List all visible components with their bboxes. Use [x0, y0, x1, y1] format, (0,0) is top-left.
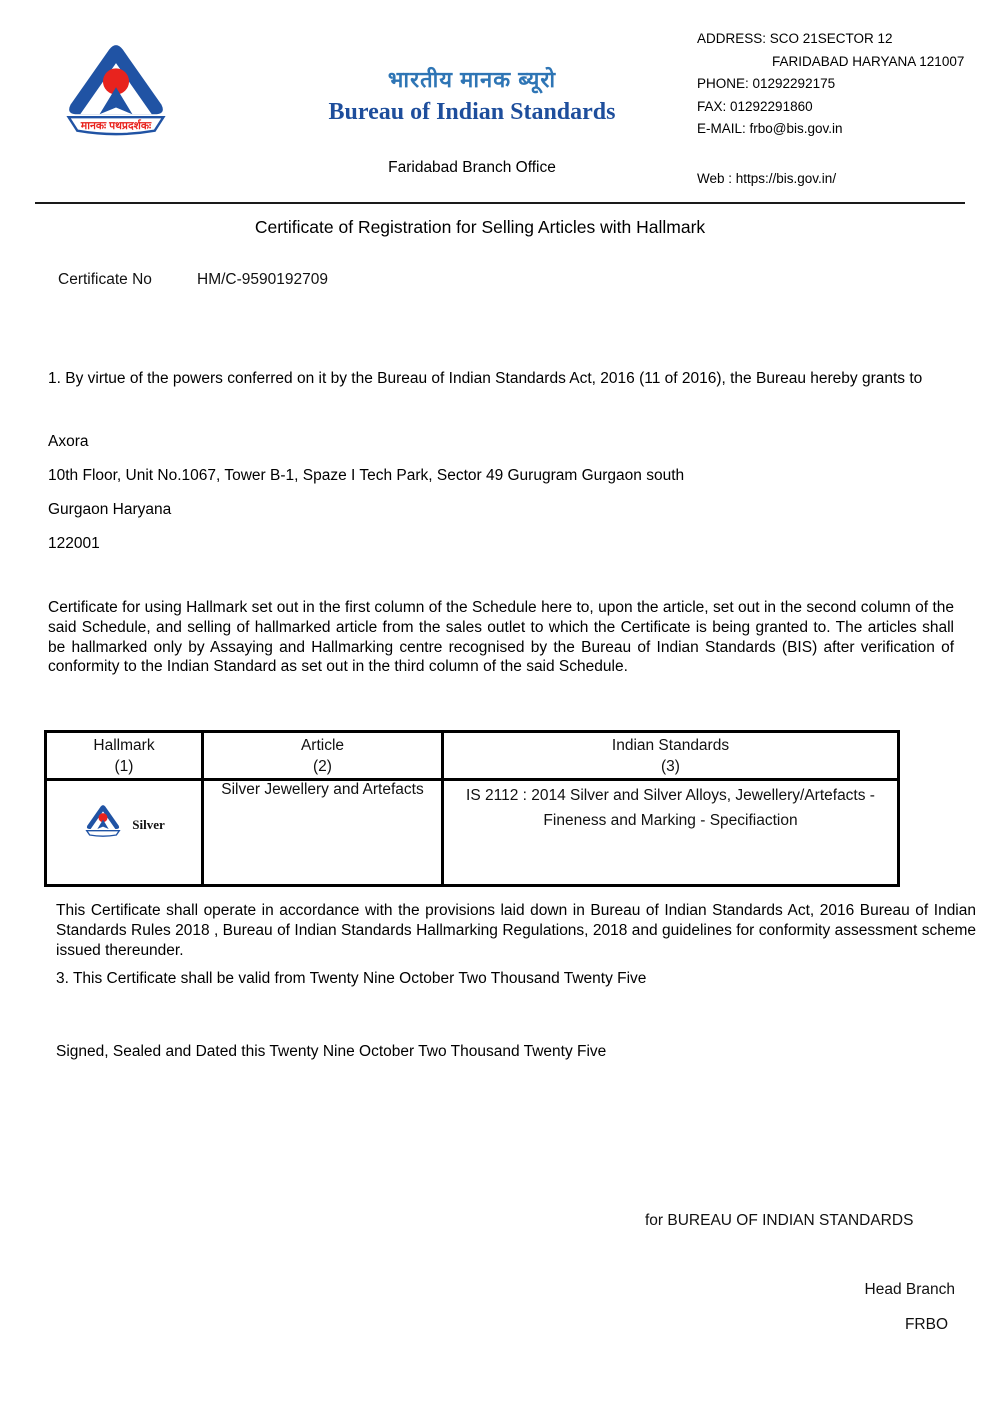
- contact-block: [697, 28, 982, 190]
- schedule-header-standards: [443, 732, 899, 780]
- validity-line: 3. This Certificate shall be valid from Twenty Nine October Two Thousand Twenty Five: [56, 970, 647, 987]
- schedule-header-article-num: (2): [313, 758, 332, 775]
- bis-logo-motto: मानकः पथप्रदर्शकः: [80, 119, 152, 132]
- certificate-number-label: Certificate No: [58, 271, 152, 288]
- schedule-header-article-title: Article: [300, 737, 345, 754]
- signatory-designation: Head Branch: [864, 1281, 955, 1298]
- certificate-number-row: [58, 271, 328, 289]
- contact-fax: FAX: 01292291860: [697, 98, 813, 114]
- indian-standard-text: IS 2112 : 2014 Silver and Silver Alloys, Jewellery/Artefacts - Fineness and Marking - Specifiaction: [466, 787, 875, 829]
- clause-hallmark-usage: Certificate for using Hallmark set out in the first column of the Schedule here to, upon the article, set out in the second column of the said Schedule, and selling of hallmarked article from the sales outlet to which the Certificate is being granted to. The articles shall be hallmarked only by Assaying and Hallmarking centre recognised by the Bureau of Indian Standards (BIS) after verification of conformity to the Indian Standard as set out in the third column of the said Schedule.: [48, 599, 954, 676]
- grantee-pincode: 122001: [48, 535, 100, 552]
- org-name-english: Bureau of Indian Standards: [328, 99, 616, 125]
- certificate-number-value: HM/C-9590192709: [197, 271, 328, 288]
- org-name-hindi: भारतीय मानक ब्यूरो: [387, 67, 557, 92]
- indian-standard-cell: [443, 780, 899, 886]
- contact-address-line1: ADDRESS: SCO 21SECTOR 12: [697, 31, 893, 46]
- clause-grant: 1. By virtue of the powers conferred on it by the Bureau of Indian Standards Act, 2016 (11 of 2016), the Bureau hereby grants to: [48, 370, 923, 387]
- branch-office-label: Faridabad Branch Office: [388, 159, 556, 176]
- schedule-header-hallmark-title: Hallmark: [93, 737, 155, 754]
- schedule-header-article: [203, 732, 443, 780]
- schedule-data-row: [46, 780, 899, 886]
- grantee-city-state: Gurgaon Haryana: [48, 501, 172, 518]
- schedule-header-standards-title: Indian Standards: [611, 737, 730, 754]
- bis-hallmark-silver-icon: [83, 803, 123, 846]
- schedule-table: [44, 730, 900, 887]
- org-name-block: [283, 64, 661, 126]
- header-divider: [35, 202, 965, 204]
- signatory-office: FRBO: [904, 1316, 948, 1333]
- schedule-header-hallmark: [46, 732, 203, 780]
- clause-operation: This Certificate shall operate in accordance with the provisions laid down in Bureau of Indian Standards Act, 2016 Bureau of Indian Standards Rules 2018 , Bureau of Indian Standards Hallmarking Regulations, 2018 and guidelines for conformity assessment scheme issued thereunder.: [56, 902, 976, 959]
- hallmark-silver-label: Silver: [132, 816, 165, 832]
- schedule-header-standards-num: (3): [661, 758, 680, 775]
- contact-web: Web : https://bis.gov.in/: [697, 170, 837, 186]
- for-bureau-line: for BUREAU OF INDIAN STANDARDS: [645, 1212, 914, 1229]
- grantee-name: Axora: [48, 433, 89, 450]
- document-title: Certificate of Registration for Selling Articles with Hallmark: [254, 217, 706, 237]
- hallmark-cell: [46, 780, 203, 886]
- schedule-header-row: [46, 732, 899, 780]
- signed-sealed-line: Signed, Sealed and Dated this Twenty Nine October Two Thousand Twenty Five: [56, 1043, 607, 1060]
- schedule-header-hallmark-num: (1): [114, 758, 134, 775]
- bis-logo-icon: [58, 36, 174, 152]
- grantee-address: 10th Floor, Unit No.1067, Tower B-1, Spaze I Tech Park, Sector 49 Gurugram Gurgaon south: [48, 467, 685, 484]
- contact-email: E-MAIL: frbo@bis.gov.in: [697, 121, 843, 136]
- article-cell: Silver Jewellery and Artefacts: [203, 780, 443, 886]
- contact-phone: PHONE: 01292292175: [697, 76, 836, 91]
- contact-address-line2: FARIDABAD HARYANA 121007: [772, 53, 965, 69]
